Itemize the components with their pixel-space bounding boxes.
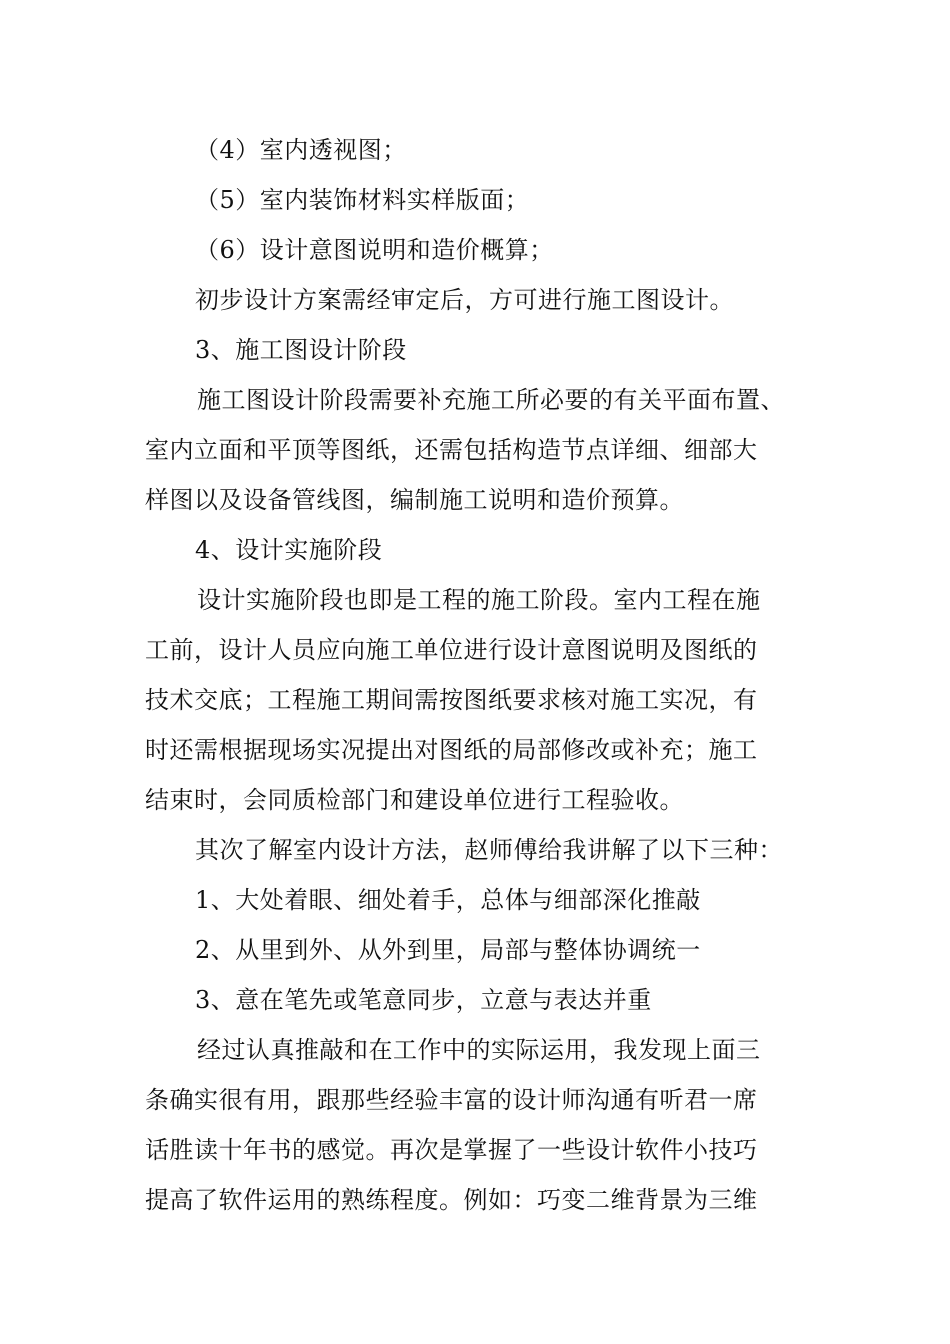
closing-para-line: 提高了软件运用的熟练程度。例如：巧变二维背景为三维 bbox=[145, 1186, 758, 1214]
section-3-para-line: 室内立面和平顶等图纸，还需包括构造节点详细、细部大 bbox=[145, 436, 758, 464]
list-item-6: （6）设计意图说明和造价概算； bbox=[195, 236, 554, 264]
methods-intro: 其次了解室内设计方法，赵师傅给我讲解了以下三种： bbox=[195, 836, 783, 864]
section-4-para-line: 工前，设计人员应向施工单位进行设计意图说明及图纸的 bbox=[145, 636, 758, 664]
section-3-heading: 3、施工图设计阶段 bbox=[195, 336, 407, 364]
section-4-para-line: 设计实施阶段也即是工程的施工阶段。室内工程在施 bbox=[197, 586, 761, 614]
preliminary-note: 初步设计方案需经审定后，方可进行施工图设计。 bbox=[195, 286, 734, 314]
section-4-heading: 4、设计实施阶段 bbox=[195, 536, 383, 564]
closing-para-line: 话胜读十年书的感觉。再次是掌握了一些设计软件小技巧 bbox=[145, 1136, 758, 1164]
method-item-3: 3、意在笔先或笔意同步，立意与表达并重 bbox=[195, 986, 652, 1014]
list-item-5: （5）室内装饰材料实样版面； bbox=[195, 186, 530, 214]
closing-para-line: 经过认真推敲和在工作中的实际运用，我发现上面三 bbox=[197, 1036, 761, 1064]
method-item-1: 1、大处着眼、细处着手，总体与细部深化推敲 bbox=[195, 886, 701, 914]
section-4-para-line: 技术交底；工程施工期间需按图纸要求核对施工实况，有 bbox=[145, 686, 758, 714]
method-item-2: 2、从里到外、从外到里，局部与整体协调统一 bbox=[195, 936, 701, 964]
closing-para-line: 条确实很有用，跟那些经验丰富的设计师沟通有听君一席 bbox=[145, 1086, 758, 1114]
section-4-para-line: 结束时，会同质检部门和建设单位进行工程验收。 bbox=[145, 786, 684, 814]
section-3-para-line: 样图以及设备管线图，编制施工说明和造价预算。 bbox=[145, 486, 684, 514]
section-4-para-line: 时还需根据现场实况提出对图纸的局部修改或补充；施工 bbox=[145, 736, 758, 764]
list-item-4: （4）室内透视图； bbox=[195, 136, 407, 164]
section-3-para-line: 施工图设计阶段需要补充施工所必要的有关平面布置、 bbox=[197, 386, 785, 414]
